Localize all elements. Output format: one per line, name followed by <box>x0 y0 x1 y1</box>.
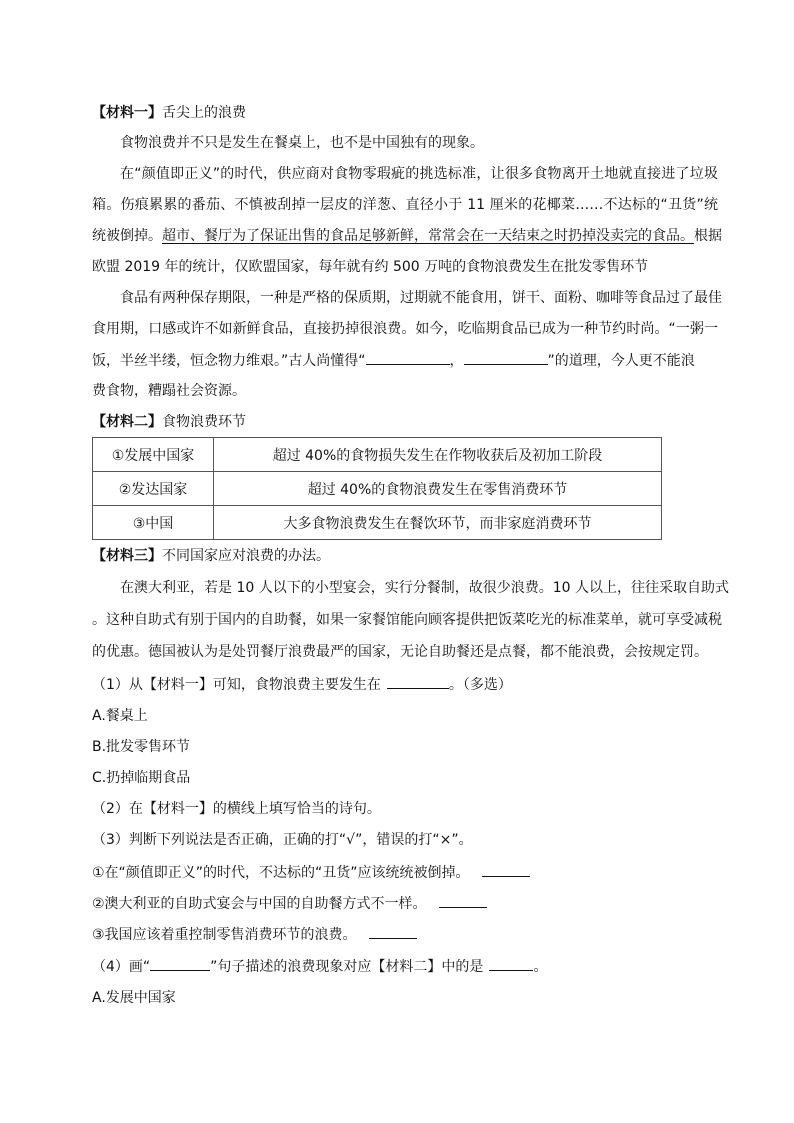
table-row <box>93 472 662 506</box>
poem-blank-2[interactable] <box>464 350 548 365</box>
question-4-text: ”句子描述的浪费现象对应【材料二】中的是 <box>210 959 484 975</box>
material1-paragraph2-line4: 欧盟 2019 年的统计，仅欧盟国家，每年就有约 500 万吨的食物浪费发生在批发零售环节 <box>92 259 649 275</box>
material2-heading-bracket: 【材料二】 <box>92 414 162 430</box>
question-4-option-a[interactable]: A.发展中国家 <box>92 990 176 1006</box>
question-1 <box>92 674 718 695</box>
material1-paragraph2-line1: 在“颜值即正义”的时代，供应商对食物零瑕疵的挑选标准，让很多食物离开土地就直接进了垃圾 <box>120 166 718 182</box>
question-4-underline-marker <box>150 956 210 971</box>
material1-paragraph2-line2: 箱。伤痕累累的番茄、不慎被刮掉一层皮的洋葱、直径小于 11 厘米的花椰菜……不达标的“丑货”统 <box>92 197 718 213</box>
question-3-item-2-answer-blank[interactable] <box>439 893 487 908</box>
material1-heading-title: 舌尖上的浪费 <box>162 105 246 121</box>
question-1-suffix: 。（多选） <box>448 677 512 693</box>
question-1-option-c[interactable]: C.扔掉临期食品 <box>92 770 191 786</box>
material1-paragraph3-line3 <box>92 350 718 371</box>
table-row <box>93 438 662 472</box>
question-4 <box>92 956 718 977</box>
material1-paragraph1: 食物浪费并不只是发生在餐桌上，也不是中国独有的现象。 <box>120 135 484 151</box>
poem-blank-1[interactable] <box>366 350 450 365</box>
question-3-item-2-text: ②澳大利亚的自助式宴会与中国的自助餐方式不一样。 <box>92 896 427 912</box>
question-3-item-1 <box>92 862 718 883</box>
material3-heading <box>92 546 718 566</box>
question-1-text: （1）从【材料一】可知，食物浪费主要发生在 <box>92 677 381 693</box>
food-waste-table <box>92 437 662 540</box>
material2-heading-title: 食物浪费环节 <box>162 414 246 430</box>
material3-heading-title: 不同国家应对浪费的办法。 <box>162 548 330 564</box>
material1-p2-line3-pre: 统被倒掉。 <box>92 228 162 244</box>
material3-paragraph-line3: 的优惠。德国被认为是处罚餐厅浪费最严的国家，无论自助餐还是点餐，都不能浪费，会按规定罚。 <box>92 644 708 660</box>
question-3-item-3-answer-blank[interactable] <box>369 924 417 939</box>
material1-paragraph3-line2: 食用期，口感或许不如新鲜食品，直接扔掉很浪费。如今，吃临期食品已成为一种节约时尚。“一粥一 <box>92 321 718 337</box>
table-cell-text: 超过 40%的食物损失发生在作物收获后及初加工阶段 <box>214 438 662 472</box>
table-cell-text: 超过 40%的食物浪费发生在零售消费环节 <box>214 472 662 506</box>
table-cell-label: ①发展中国家 <box>93 438 214 472</box>
material1-paragraph3-line4: 费食物，糟蹋社会资源。 <box>92 383 246 399</box>
material1-p3-line3-sep: ， <box>449 353 464 369</box>
material1-paragraph3-line1: 食品有两种保存期限，一种是严格的保质期，过期就不能食用，饼干、面粉、咖啡等食品过了最佳 <box>120 290 722 306</box>
table-cell-label: ②发达国家 <box>93 472 214 506</box>
question-1-option-b[interactable]: B.批发零售环节 <box>92 739 191 755</box>
material2-heading <box>92 412 718 432</box>
question-4-prefix: （4）画“ <box>92 959 151 975</box>
question-4-answer-blank[interactable] <box>489 956 533 971</box>
question-3-item-2 <box>92 893 718 914</box>
table-row <box>93 506 662 540</box>
question-2: （2）在【材料一】的横线上填写恰当的诗句。 <box>92 801 381 817</box>
material1-p2-line3-post: 根据 <box>694 228 722 244</box>
question-3-item-3-text: ③我国应该着重控制零售消费环节的浪费。 <box>92 927 357 943</box>
material1-paragraph2-line3 <box>92 226 722 246</box>
material3-heading-bracket: 【材料三】 <box>92 548 162 564</box>
table-cell-text: 大多食物浪费发生在餐饮环节，而非家庭消费环节 <box>214 506 662 540</box>
material1-p3-line3-pre: 饭，半丝半缕，恒念物力维艰。”古人尚懂得“ <box>92 353 366 369</box>
table-cell-label: ③中国 <box>93 506 214 540</box>
material1-p3-line3-post: ”的道理，今人更不能浪 <box>547 353 695 369</box>
question-3-item-3 <box>92 924 718 945</box>
material1-heading-bracket: 【材料一】 <box>92 105 162 121</box>
question-4-suffix: 。 <box>533 959 548 975</box>
question-1-option-a[interactable]: A.餐桌上 <box>92 708 148 724</box>
material3-paragraph-line2: 。这种自助式有别于国内的自助餐，如果一家餐馆能向顾客提供把饭菜吃光的标准菜单，就可享受减税 <box>92 612 722 628</box>
question-3-item-1-answer-blank[interactable] <box>482 862 530 877</box>
material3-paragraph-line1: 在澳大利亚，若是 10 人以下的小型宴会，实行分餐制，故很少浪费。10 人以上，往往采取自助式 <box>120 580 729 596</box>
question-3: （3）判断下列说法是否正确，正确的打“√”，错误的打“×”。 <box>92 832 473 848</box>
question-3-item-1-text: ①在“颜值即正义”的时代，不达标的“丑货”应该统统被倒掉。 <box>92 865 470 881</box>
underlined-sentence: 超市、餐厅为了保证出售的食品足够新鲜，常常会在一天结束之时扔掉没卖完的食品。 <box>162 228 694 244</box>
material1-heading <box>92 103 718 123</box>
question-1-answer-blank[interactable] <box>387 674 449 689</box>
